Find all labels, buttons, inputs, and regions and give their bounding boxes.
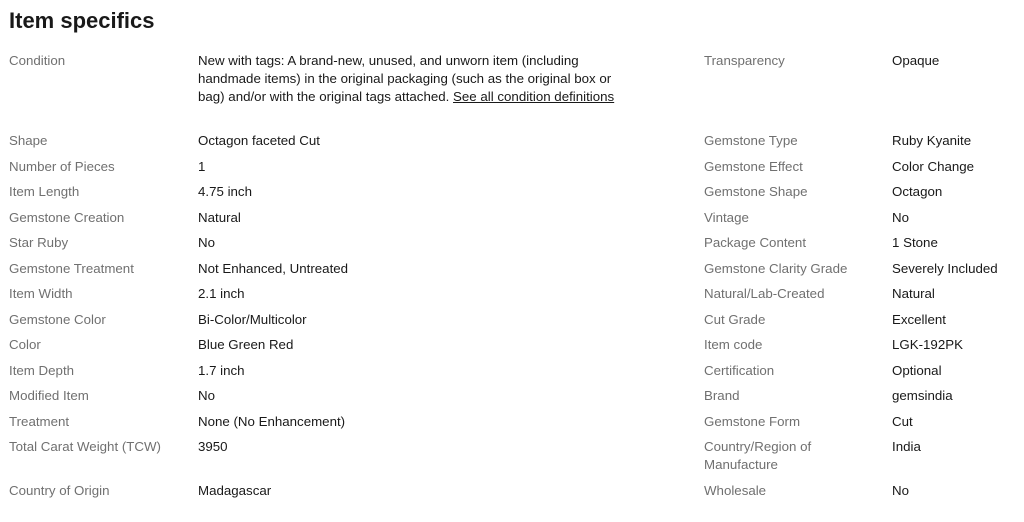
- spec-value: Madagascar: [198, 482, 272, 498]
- spec-value: Blue Green Red: [198, 337, 294, 352]
- spec-value: 2.1 inch: [198, 286, 245, 301]
- specifics-row: [0, 52, 1024, 132]
- spec-value: India: [892, 439, 921, 454]
- specifics-row: [0, 285, 1024, 311]
- spec-label: Gemstone Color: [9, 311, 106, 327]
- spec-value: 1.7 inch: [198, 362, 245, 378]
- spec-label: Star Ruby: [9, 235, 69, 250]
- spec-value: No: [892, 209, 909, 225]
- specifics-row: [0, 183, 1024, 209]
- spec-label: Gemstone Treatment: [9, 260, 134, 276]
- spec-label: Cut Grade: [704, 311, 766, 327]
- spec-value: Octagon: [892, 184, 943, 199]
- spec-label: Shape: [9, 133, 48, 148]
- spec-label: Item Width: [9, 286, 73, 301]
- spec-label: Modified Item: [9, 388, 89, 403]
- spec-label: Brand: [704, 388, 740, 403]
- specifics-row: [0, 158, 1024, 184]
- spec-value: Natural: [892, 286, 935, 301]
- spec-label: Item code: [704, 337, 763, 352]
- spec-label: Item Length: [9, 184, 80, 199]
- spec-value: Octagon faceted Cut: [198, 133, 320, 148]
- condition-label: Condition: [9, 53, 66, 68]
- specifics-row: [0, 260, 1024, 286]
- specifics-row: [0, 438, 1024, 482]
- spec-label: Vintage: [704, 209, 749, 225]
- spec-label: Certification: [704, 362, 775, 378]
- section-title: Item specifics: [9, 8, 155, 33]
- spec-label: Treatment: [9, 413, 70, 429]
- spec-value: gemsindia: [892, 388, 953, 403]
- spec-value: Excellent: [892, 311, 946, 327]
- spec-label: Gemstone Form: [704, 413, 801, 429]
- see-all-condition-definitions-link[interactable]: See all condition definitions: [453, 89, 615, 104]
- spec-value: Natural: [198, 209, 241, 225]
- spec-label: Gemstone Type: [704, 133, 798, 148]
- spec-value: No: [198, 235, 215, 250]
- spec-label: Item Depth: [9, 362, 75, 378]
- specifics-row: [0, 209, 1024, 235]
- specifics-row: [0, 362, 1024, 388]
- spec-value: 3950: [198, 439, 228, 454]
- specifics-row: [0, 413, 1024, 439]
- spec-value: 4.75 inch: [198, 184, 252, 199]
- spec-label: Gemstone Creation: [9, 209, 125, 225]
- spec-label: Gemstone Clarity Grade: [704, 260, 848, 276]
- spec-value: Opaque: [892, 53, 940, 68]
- spec-label: Color: [9, 337, 41, 352]
- specifics-row: [0, 336, 1024, 362]
- item-specifics-grid: [0, 52, 1024, 507]
- specifics-row: [0, 234, 1024, 260]
- spec-label: Wholesale: [704, 482, 767, 498]
- spec-label: Number of Pieces: [9, 158, 115, 174]
- spec-value: Optional: [892, 362, 942, 378]
- spec-value: LGK-192PK: [892, 337, 963, 352]
- spec-value: 1 Stone: [892, 235, 938, 250]
- specifics-row: [0, 132, 1024, 158]
- spec-label: Total Carat Weight (TCW): [9, 439, 161, 454]
- spec-value: Not Enhanced, Untreated: [198, 260, 349, 276]
- spec-value: Ruby Kyanite: [892, 133, 972, 148]
- spec-label: Natural/Lab-Created: [704, 286, 825, 301]
- specifics-row: [0, 387, 1024, 413]
- spec-label: Country of Origin: [9, 482, 110, 498]
- spec-value: 1: [198, 158, 206, 174]
- spec-label: Transparency: [704, 53, 785, 68]
- condition-value: [198, 52, 618, 106]
- spec-label: Gemstone Shape: [704, 184, 808, 199]
- spec-label: Gemstone Effect: [704, 158, 803, 174]
- specifics-row: [0, 311, 1024, 337]
- condition-text: New with tags: A brand-new, unused, and unworn item (including handmade items) in the original packaging (such as the original box or bag) and/or with the original tags attached.: [198, 53, 612, 104]
- spec-value: No: [198, 388, 215, 403]
- spec-label: Country/Region of Manufacture: [704, 439, 812, 472]
- spec-value: Bi-Color/Multicolor: [198, 311, 307, 327]
- spec-value: Severely Included: [892, 260, 998, 276]
- spec-label: Package Content: [704, 235, 807, 250]
- spec-value: Cut: [892, 413, 913, 429]
- spec-value: None (No Enhancement): [198, 413, 346, 429]
- spec-value: Color Change: [892, 158, 975, 174]
- specifics-row: [0, 482, 1024, 507]
- spec-value: No: [892, 482, 909, 498]
